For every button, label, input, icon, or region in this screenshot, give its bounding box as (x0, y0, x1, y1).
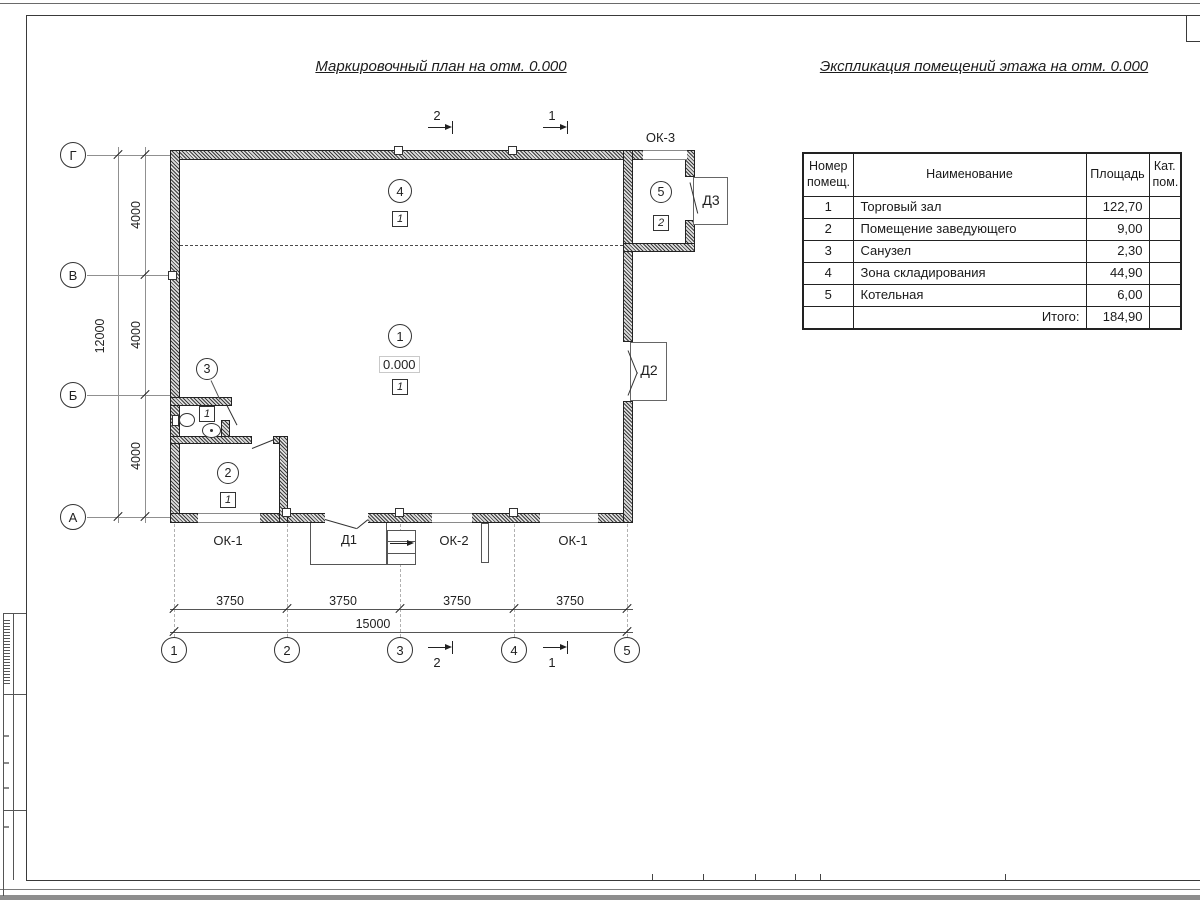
room-3-number: 3 (196, 358, 218, 380)
axis-bubble-a: А (60, 504, 86, 530)
wc-wall-top (170, 397, 232, 406)
room-4-number: 4 (388, 179, 412, 203)
section-2-arrowhead-top (445, 124, 452, 130)
table-row (803, 218, 1181, 240)
column-marker (168, 271, 177, 280)
stamp-divider (3, 694, 26, 695)
zone-boundary-dashed (180, 245, 623, 246)
table-row (803, 284, 1181, 306)
section-1-label-top: 1 (548, 108, 556, 123)
stamp-column-mid (13, 613, 14, 880)
explication-table (802, 152, 1182, 330)
titleblock-tick (1005, 874, 1006, 880)
room-1-elevation: 0.000 (379, 356, 420, 373)
room-name-cell: Котельная (853, 284, 1086, 306)
table-title: Экспликация помещений этажа на отм. 0.000 (819, 58, 1149, 75)
titleblock-tick (755, 874, 756, 880)
stamp-divider (3, 613, 26, 614)
room-cat-cell (1149, 218, 1181, 240)
plan-title: Маркировочный план на отм. 0.000 (315, 58, 567, 75)
section-1-arrowhead-bottom (560, 644, 567, 650)
section-2-bar-bottom (452, 641, 453, 654)
section-1-bar-bottom (567, 641, 568, 654)
sheet-bottom-strip (0, 895, 1200, 900)
room-5-category: 2 (653, 215, 669, 231)
section-2-label-bottom: 2 (433, 655, 441, 670)
window-ok1-left (198, 513, 260, 523)
section-2-bar-top (452, 121, 453, 134)
stamp-divider (3, 810, 26, 811)
boiler-wall-bottom (623, 243, 695, 252)
toilet-tank (172, 415, 179, 426)
dim-line-4000 (145, 147, 146, 523)
axis-line-g (87, 155, 170, 156)
room-area-cell: 2,30 (1086, 240, 1149, 262)
room-4-category: 1 (392, 211, 408, 227)
col-header-area: Площадь (1086, 153, 1149, 196)
section-1-arrowhead-top (560, 124, 567, 130)
column-marker (395, 508, 404, 517)
dim-3750-4: 3750 (556, 594, 584, 608)
door-d2-label: Д2 (640, 362, 658, 378)
room-name-cell: Торговый зал (853, 196, 1086, 218)
room-area-cell: 122,70 (1086, 196, 1149, 218)
dim-4000-1: 4000 (129, 201, 143, 229)
section-2-arrow-bottom (428, 647, 446, 648)
column-marker (394, 146, 403, 155)
door-label-d1: Д1 (340, 532, 358, 547)
section-1-label-bottom: 1 (548, 655, 556, 670)
dim-line-3750 (170, 609, 633, 610)
table-row (803, 240, 1181, 262)
room-name-cell: Санузел (853, 240, 1086, 262)
room-2-category: 1 (220, 492, 236, 508)
entry-steps (387, 530, 416, 565)
axis-ext-2 (287, 524, 288, 637)
column-marker (282, 508, 291, 517)
window-label-ok2: ОК-2 (439, 533, 469, 548)
dim-15000: 15000 (355, 617, 391, 631)
room-cat-cell (1149, 262, 1181, 284)
axis-line-a (87, 517, 170, 518)
dim-3750-2: 3750 (329, 594, 357, 608)
col-header-name: Наименование (853, 153, 1086, 196)
window-label-ok1-right: ОК-1 (558, 533, 588, 548)
col-header-number: Номер помещ. (803, 153, 853, 196)
section-2-arrowhead-bottom (445, 644, 452, 650)
dim-line-12000 (118, 147, 119, 523)
step-line (388, 553, 415, 554)
steps-arrow-head (407, 540, 414, 546)
window-ok1-right (540, 513, 598, 523)
room-1-number: 1 (388, 324, 412, 348)
table-row (803, 196, 1181, 218)
axis-bubble-g: Г (60, 142, 86, 168)
window-ok3 (643, 150, 687, 160)
door-d3-label: Д3 (702, 192, 720, 208)
section-1-arrow-top (543, 127, 561, 128)
axis-ext-5 (627, 524, 628, 637)
window-ok2 (432, 513, 472, 523)
dim-12000: 12000 (93, 318, 107, 354)
axis-bubble-1: 1 (161, 637, 187, 663)
total-cat-cell (1149, 306, 1181, 329)
section-2-label-top: 2 (433, 108, 441, 123)
total-label-cell: Итого: (853, 306, 1086, 329)
titleblock-tick (795, 874, 796, 880)
dim-3750-3: 3750 (443, 594, 471, 608)
stamp-mark (4, 826, 9, 828)
bottom-frame-line (0, 889, 1200, 890)
room-num-cell: 5 (803, 284, 853, 306)
room-3-category: 1 (199, 406, 215, 422)
dim-4000-3: 4000 (129, 442, 143, 470)
wall-right-lower (623, 401, 633, 523)
section-1-bar-top (567, 121, 568, 134)
sheet-top-edge (0, 3, 1200, 4)
wall-left (170, 150, 180, 523)
toilet-bowl (179, 413, 195, 427)
room-cat-cell (1149, 284, 1181, 306)
room-name-cell: Помещение заведующего (853, 218, 1086, 240)
stamp-mark (4, 735, 9, 737)
axis-ext-1 (174, 524, 175, 637)
column-marker (509, 508, 518, 517)
room-area-cell: 44,90 (1086, 262, 1149, 284)
room-area-cell: 9,00 (1086, 218, 1149, 240)
section-1-arrow-bottom (543, 647, 561, 648)
steps-arrow (390, 543, 408, 544)
axis-bubble-v: В (60, 262, 86, 288)
sink-drain (210, 429, 213, 432)
axis-bubble-5: 5 (614, 637, 640, 663)
total-value-cell: 184,90 (1086, 306, 1149, 329)
dim-3750-1: 3750 (216, 594, 244, 608)
table-total-row (803, 306, 1181, 329)
axis-bubble-4: 4 (501, 637, 527, 663)
window-label-ok3: ОК-3 (645, 130, 676, 145)
stamp-mark (4, 787, 9, 789)
axis-bubble-3: 3 (387, 637, 413, 663)
axis-line-v (87, 275, 170, 276)
frame-corner-box (1186, 15, 1200, 42)
stamp-vertical-text (4, 620, 10, 686)
room-num-cell: 1 (803, 196, 853, 218)
dim-line-15000 (170, 632, 633, 633)
room-2-number: 2 (217, 462, 239, 484)
room-num-cell: 2 (803, 218, 853, 240)
titleblock-tick (820, 874, 821, 880)
porch-outline (310, 523, 387, 565)
axis-bubble-2: 2 (274, 637, 300, 663)
room-cat-cell (1149, 196, 1181, 218)
table-row (803, 262, 1181, 284)
room-1-category: 1 (392, 379, 408, 395)
room-cat-cell (1149, 240, 1181, 262)
room-num-cell: 3 (803, 240, 853, 262)
room-num-cell: 4 (803, 262, 853, 284)
axis-line-b (87, 395, 170, 396)
facade-column (481, 523, 489, 563)
axis-ext-4 (514, 524, 515, 637)
room-5-number: 5 (650, 181, 672, 203)
col-header-category: Кат. пом. (1149, 153, 1181, 196)
window-label-ok1-left: ОК-1 (213, 533, 243, 548)
section-2-arrow-top (428, 127, 446, 128)
axis-bubble-b: Б (60, 382, 86, 408)
titleblock-tick (652, 874, 653, 880)
stamp-mark (4, 762, 9, 764)
wall-top (170, 150, 695, 160)
titleblock-tick (703, 874, 704, 880)
drawing-frame (26, 15, 1200, 881)
room-name-cell: Зона складирования (853, 262, 1086, 284)
room-area-cell: 6,00 (1086, 284, 1149, 306)
column-marker (508, 146, 517, 155)
dim-4000-2: 4000 (129, 321, 143, 349)
total-empty-cell (803, 306, 853, 329)
